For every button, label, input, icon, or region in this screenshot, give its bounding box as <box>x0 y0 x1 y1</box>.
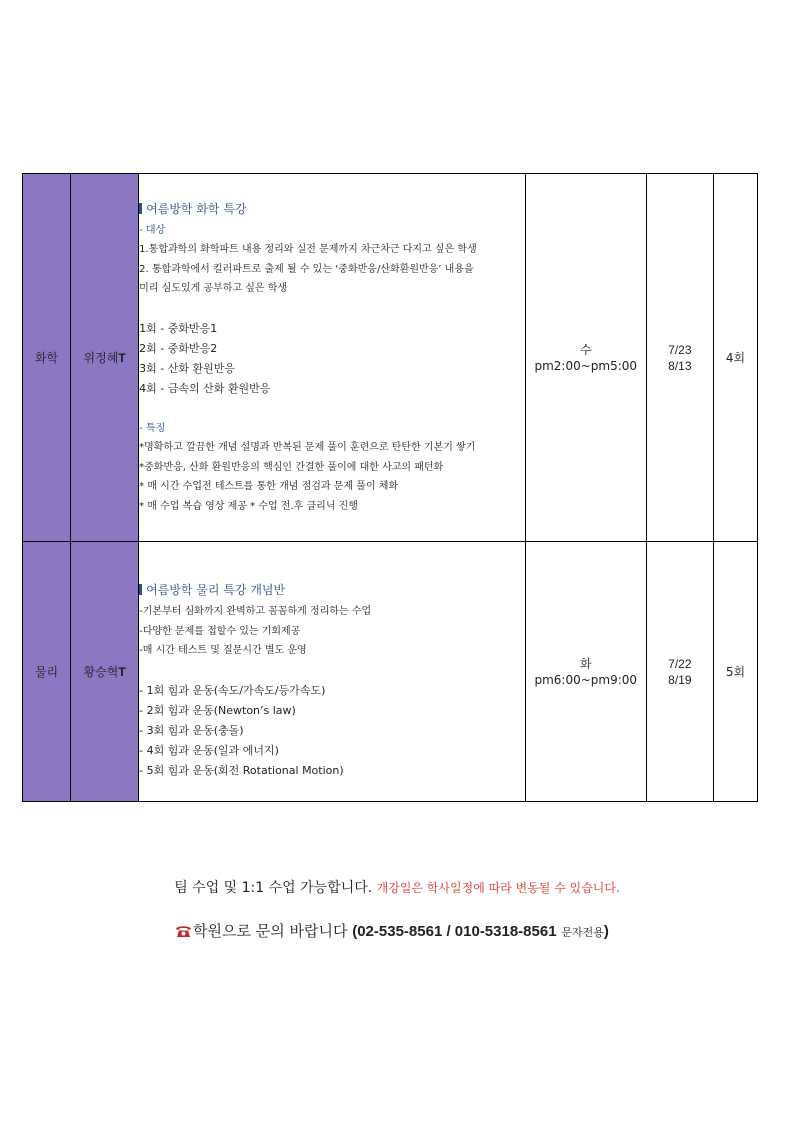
end-date: 8/19 <box>668 672 692 687</box>
session-count: 5회 <box>713 542 757 802</box>
feature-item: * 매 시간 수업전 테스트를 통한 개념 점검과 문제 풀이 체화 <box>139 481 399 493</box>
session-item: - 4회 힘과 운동(일과 에너지) <box>139 743 279 757</box>
teacher-suffix: T <box>118 665 126 679</box>
end-date: 8/13 <box>668 358 692 373</box>
table-row-chemistry <box>23 174 758 542</box>
teacher-cell <box>71 542 139 802</box>
session-count: 4회 <box>713 174 757 542</box>
teacher-name: 황승혁 <box>83 665 119 679</box>
start-date: 7/22 <box>668 656 692 671</box>
session-item: - 2회 힘과 운동(Newton’s law) <box>139 703 296 717</box>
schedule-change-notice: 개강일은 학사일정에 따라 변동될 수 있습니다. <box>376 881 620 895</box>
teacher-cell <box>71 174 139 542</box>
course-schedule-table <box>22 173 758 802</box>
subject-cell: 화학 <box>23 174 71 542</box>
team-class-notice: 팀 수업 및 1:1 수업 가능합니다. <box>174 880 373 896</box>
session-item: 4회 - 금속의 산화 환원반응 <box>139 381 271 395</box>
phone-number[interactable]: (02-535-8561 / 010-5318-8561 <box>352 923 557 940</box>
feature-item: *명확하고 깔끔한 개념 설명과 반복된 문제 풀이 훈련으로 탄탄한 기본기 쌓기 <box>139 442 476 454</box>
day-label: 수 <box>579 342 592 357</box>
target-item: 2. 통합과학에서 킬러파트로 출제 될 수 있는 ‘중화반응/산화환원반응’ 내용을 <box>139 263 474 275</box>
time-label: pm2:00~pm5:00 <box>534 358 638 373</box>
time-cell <box>525 174 646 542</box>
title-bar-icon <box>139 203 142 214</box>
feature-label: - 특징 <box>139 422 166 434</box>
intro-item: -기본부터 심화까지 완벽하고 꼼꼼하게 정리하는 수업 <box>139 606 372 618</box>
date-cell <box>646 174 713 542</box>
session-item: 2회 - 중화반응2 <box>139 341 218 355</box>
target-label: - 대상 <box>139 224 166 236</box>
time-label: pm6:00~pm9:00 <box>534 672 638 687</box>
course-description <box>139 542 526 802</box>
session-item: - 1회 힘과 운동(속도/가속도/등가속도) <box>139 683 326 697</box>
course-title <box>139 580 525 600</box>
teacher-suffix: T <box>118 351 126 365</box>
start-date: 7/23 <box>668 342 692 357</box>
session-item: - 3회 힘과 운동(충돌) <box>139 723 244 737</box>
teacher-name: 위정혜 <box>83 351 119 365</box>
telephone-icon <box>175 924 192 938</box>
phone-close: ) <box>603 923 609 940</box>
session-item: 3회 - 산화 환원반응 <box>139 361 235 375</box>
feature-item: *중화반응, 산화 환원반응의 핵심인 간결한 풀이에 대한 사고의 패턴화 <box>139 461 444 473</box>
day-label: 화 <box>579 656 592 671</box>
course-title-text: 여름방학 물리 특강 개념반 <box>146 583 286 598</box>
feature-item: * 매 수업 복습 영상 제공 * 수업 전.후 클리닉 진행 <box>139 500 358 512</box>
session-item: - 5회 힘과 운동(회전 Rotational Motion) <box>139 763 344 777</box>
sms-only-note: 문자전용 <box>561 926 604 939</box>
contact-line <box>175 920 609 941</box>
time-cell <box>525 542 646 802</box>
table-row-physics <box>23 542 758 802</box>
inquiry-text: 학원으로 문의 바랍니다 <box>193 922 348 940</box>
course-title-text: 여름방학 화학 특강 <box>146 201 247 216</box>
target-item: 1.통합과학의 화학파트 내용 정리와 실전 문제까지 차근차근 다지고 싶은 학생 <box>139 244 477 256</box>
notice-line <box>0 877 794 897</box>
target-item: 미리 심도있게 공부하고 싶은 학생 <box>139 283 288 295</box>
intro-item: -매 시간 테스트 및 질문시간 별도 운영 <box>139 645 307 657</box>
subject-cell: 물리 <box>23 542 71 802</box>
intro-item: -다양한 문제를 접할수 있는 기회제공 <box>139 625 301 637</box>
course-description <box>139 174 526 542</box>
date-cell <box>646 542 713 802</box>
title-bar-icon <box>139 584 142 595</box>
course-title <box>139 199 525 219</box>
session-item: 1회 - 중화반응1 <box>139 321 218 335</box>
